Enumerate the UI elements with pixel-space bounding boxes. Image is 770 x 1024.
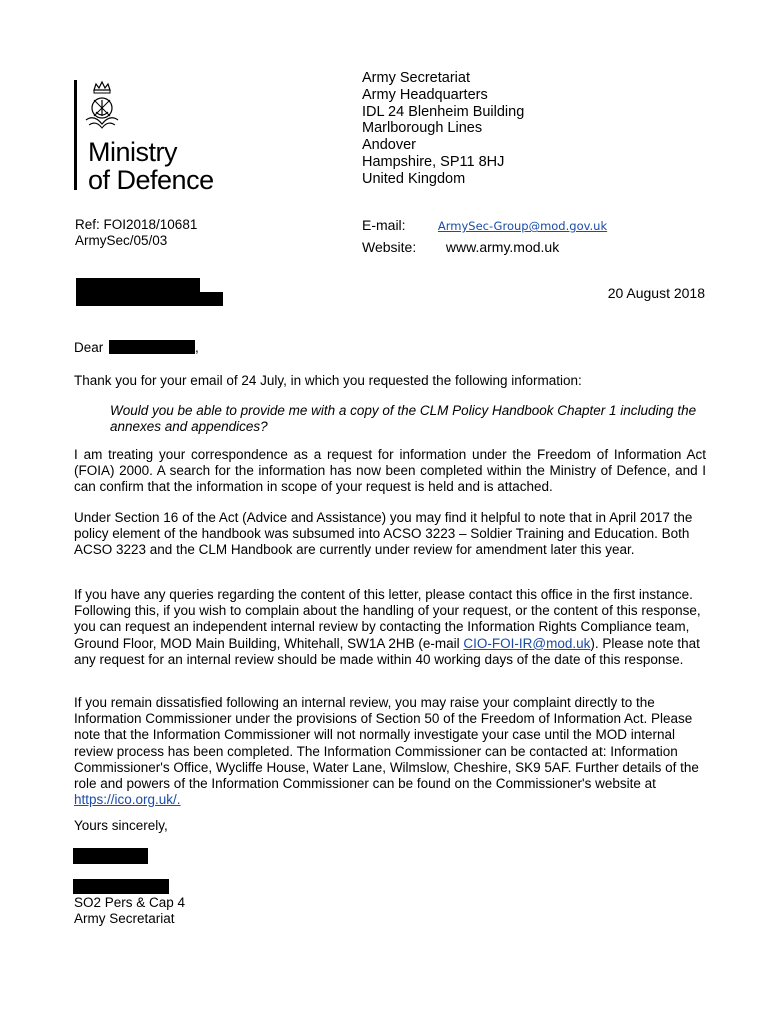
reference-code: ArmySec/05/03 xyxy=(75,233,168,248)
email-link[interactable]: ArmySec-Group@mod.gov.uk xyxy=(437,219,608,233)
signatory-unit: Army Secretariat xyxy=(74,911,175,927)
logo-line-1: Ministry xyxy=(88,137,177,167)
address-line: Andover xyxy=(362,137,417,154)
address-line: IDL 24 Blenheim Building xyxy=(362,103,525,120)
cio-foi-email-link[interactable]: CIO-FOI-IR@mod.uk xyxy=(463,635,591,651)
logo-line-2: of Defence xyxy=(88,165,214,195)
signatory-title: SO2 Pers & Cap 4 xyxy=(74,895,186,910)
paragraph-internal-review-text: If you have any queries regarding the content of this letter, please contact this office in the first instance. Following this, if you wish to complain about the handling of your request, or the content of this response, you can request an independent internal review by contacting the Information Rights Compliance team, Ground Floor, MOD Main Building, Whitehall, SW1A 2HB (e-mail xyxy=(74,587,701,651)
salutation xyxy=(74,340,199,355)
logo-divider-bar xyxy=(74,80,77,190)
reference-number: Ref: FOI2018/10681 xyxy=(75,217,198,232)
address-line: United Kingdom xyxy=(362,170,466,187)
royal-crest-icon xyxy=(82,80,122,132)
paragraph-foia xyxy=(74,447,706,496)
request-quote-text: Would you be able to provide me with a copy of the CLM Policy Handbook Chapter 1 including the annexes and appendices? xyxy=(110,403,697,435)
address-line: Marlborough Lines xyxy=(362,120,483,137)
ico-website-link[interactable]: https://ico.org.uk/. xyxy=(74,792,181,808)
reference-block xyxy=(75,217,197,249)
intro-paragraph xyxy=(74,373,706,389)
paragraph-internal-review xyxy=(74,587,706,668)
request-quote xyxy=(110,403,706,435)
letter-date: 20 August 2018 xyxy=(607,285,705,301)
redacted-recipient-line-1 xyxy=(76,278,200,293)
address-line: Army Headquarters xyxy=(362,86,488,103)
paragraph-section16 xyxy=(74,510,706,559)
salutation-suffix: , xyxy=(195,340,199,355)
address-line: Hampshire, SP11 8HJ xyxy=(362,153,505,170)
logo-wordmark xyxy=(88,138,214,194)
website-value: www.army.mod.uk xyxy=(445,239,560,255)
salutation-prefix: Dear xyxy=(74,340,104,355)
paragraph-section16-text: Under Section 16 of the Act (Advice and Assistance) you may find it helpful to note that in April 2017 the policy element of the handbook was subsumed into ACSO 3223 – Soldier Training and Education. Both ACSO 3223 and the CLM Handbook are currently under review for amendment later this year. xyxy=(74,510,693,558)
website-label: Website: xyxy=(362,239,417,255)
intro-text: Thank you for your email of 24 July, in which you requested the following information: xyxy=(74,373,582,388)
paragraph-commissioner xyxy=(74,695,706,808)
signatory-block xyxy=(74,895,185,927)
contact-block xyxy=(362,217,607,255)
redacted-signature xyxy=(73,848,148,864)
redacted-signatory-name xyxy=(73,879,169,894)
address-line: Army Secretariat xyxy=(362,70,470,86)
email-label: E-mail: xyxy=(362,217,406,233)
paragraph-foia-text: I am treating your correspondence as a request for information under the Freedom of Information Act (FOIA) 2000. A search for the information has now been completed within the Ministry of Defence, and I can confirm that the information in scope of your request is held and is attached. xyxy=(74,447,706,495)
sender-address xyxy=(362,70,524,188)
paragraph-internal-review-text-end: ). Please note that any request for an internal review should be made within 40 working days of the date of this response. xyxy=(74,635,700,667)
paragraph-commissioner-text: If you remain dissatisfied following an internal review, you may raise your complaint directly to the Information Commissioner under the provisions of Section 50 of the Freedom of Information Act. Please note that the Information Commissioner will not normally investigate your case until the MOD internal review process has been completed. The Information Commissioner can be contacted at: Information Commissioner's Office, Wycliffe House, Water Lane, Wilmslow, Cheshire, SK9 5AF. Further details of the role and powers of the Information Commissioner can be found on the Commissioner's website at xyxy=(74,695,699,792)
closing: Yours sincerely, xyxy=(74,818,168,833)
redacted-recipient-line-2 xyxy=(76,292,223,306)
redacted-recipient-name xyxy=(109,340,195,354)
